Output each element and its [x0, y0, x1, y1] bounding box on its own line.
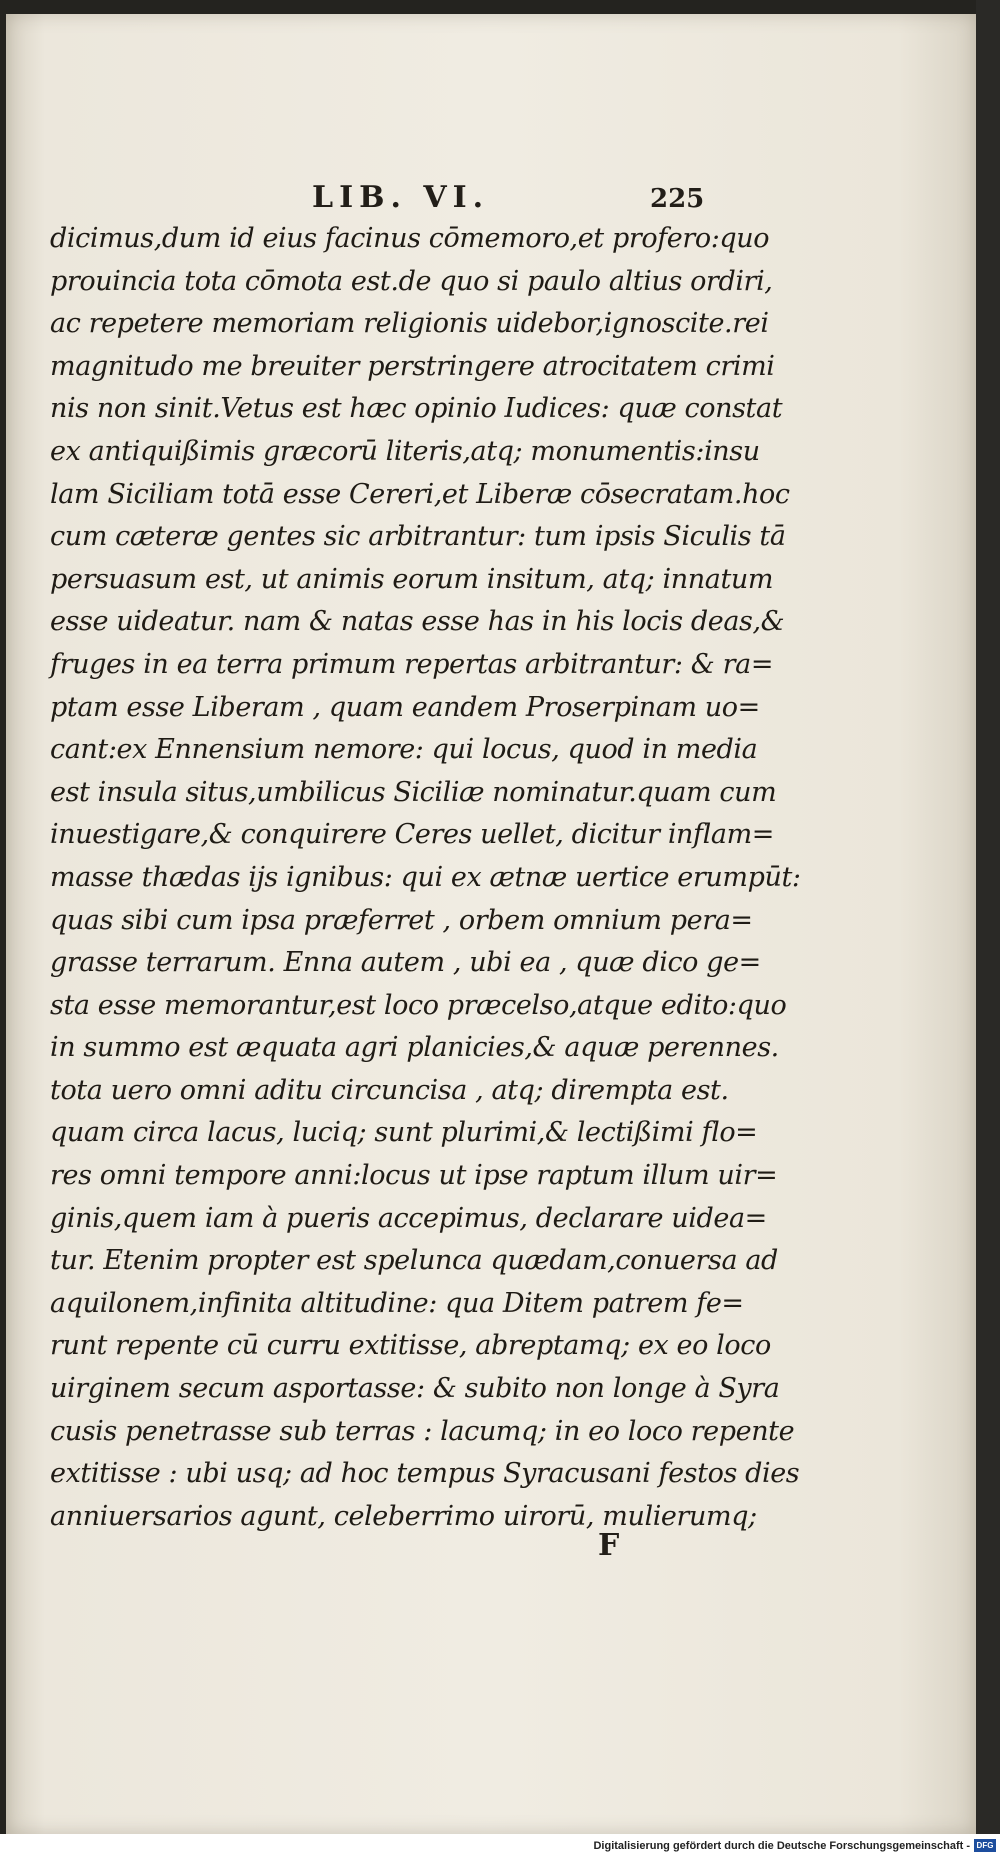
scan-border — [976, 0, 1000, 1858]
text-line: quas sibi cum ipsa præferret , orbem omnium pera= — [50, 904, 753, 936]
running-head: LIB. VI. — [312, 180, 490, 215]
text-line: prouincia tota cōmota est.de quo si paulo altius ordiri, — [50, 265, 773, 297]
digitization-footer — [0, 1834, 1000, 1858]
text-line: inuestigare,& conquirere Ceres uellet, dicitur inflam= — [50, 819, 774, 851]
signature-mark: F — [598, 1528, 620, 1563]
text-line: quam circa lacus, luciq; sunt plurimi,& lectißimi flo= — [50, 1117, 758, 1149]
text-line: tota uero omni aditu circuncisa , atq; dirempta est. — [50, 1074, 729, 1106]
text-line: magnitudo me breuiter perstringere atrocitatem crimi — [50, 350, 775, 382]
page-number: 225 — [650, 184, 705, 214]
text-line: ginis,quem iam à pueris accepimus, declarare uidea= — [50, 1202, 767, 1234]
text-line: uirginem secum asportasse: & subito non longe à Syra — [50, 1373, 780, 1405]
text-line: runt repente cū curru extitisse, abreptamq; ex eo loco — [50, 1330, 771, 1362]
text-line: ptam esse Liberam , quam eandem Proserpinam uo= — [50, 691, 760, 723]
text-line: lam Siciliam totā esse Cereri,et Liberæ cōsecratam.hoc — [50, 478, 790, 510]
text-line: masse thædas ijs ignibus: qui ex ætnæ uertice erumpūt: — [50, 861, 801, 893]
text-line: ac repetere memoriam religionis uidebor,ignoscite.rei — [50, 308, 769, 340]
dfg-logo-icon: DFG — [974, 1839, 996, 1852]
text-line: res omni tempore anni:locus ut ipse raptum illum uir= — [50, 1160, 778, 1192]
text-line: nis non sinit.Vetus est hæc opinio Iudices: quæ constat — [50, 393, 783, 425]
page-header — [50, 180, 705, 220]
text-line: tur. Etenim propter est spelunca quædam,conuersa ad — [50, 1245, 778, 1277]
text-line: est insula situs,umbilicus Siciliæ nominatur.quam cum — [50, 776, 777, 808]
text-line: ex antiquißimis græcorū literis,atq; monumentis:insu — [50, 435, 760, 467]
text-line: aquilonem,infinita altitudine: qua Ditem patrem fe= — [50, 1287, 744, 1319]
funding-notice: Digitalisierung gefördert durch die Deutsche Forschungsgemeinschaft - — [593, 1840, 970, 1852]
text-line: anniuersarios agunt, celeberrimo uirorū, mulierumq; — [50, 1500, 757, 1532]
book-page — [6, 14, 976, 1834]
text-line: cusis penetrasse sub terras : lacumq; in eo loco repente — [50, 1415, 795, 1447]
text-line: grasse terrarum. Enna autem , ubi ea , quæ dico ge= — [50, 947, 761, 979]
body-text — [50, 218, 801, 1538]
text-line: extitisse : ubi usq; ad hoc tempus Syracusani festos dies — [50, 1458, 800, 1490]
text-line: cant:ex Ennensium nemore: qui locus, quod in media — [50, 734, 758, 766]
text-line: persuasum est, ut animis eorum insitum, atq; innatum — [50, 563, 774, 595]
text-line: in summo est æquata agri planicies,& aquæ perennes. — [50, 1032, 779, 1064]
text-line: dicimus,dum id eius facinus cōmemoro,et profero:quo — [50, 223, 770, 254]
text-line: esse uideatur. nam & natas esse has in his locis deas,& — [50, 606, 785, 638]
text-line: fruges in ea terra primum repertas arbitrantur: & ra= — [50, 648, 774, 680]
text-line: sta esse memorantur,est loco præcelso,atque edito:quo — [50, 989, 787, 1021]
text-line: cum cæteræ gentes sic arbitrantur: tum ipsis Siculis tā — [50, 521, 786, 553]
